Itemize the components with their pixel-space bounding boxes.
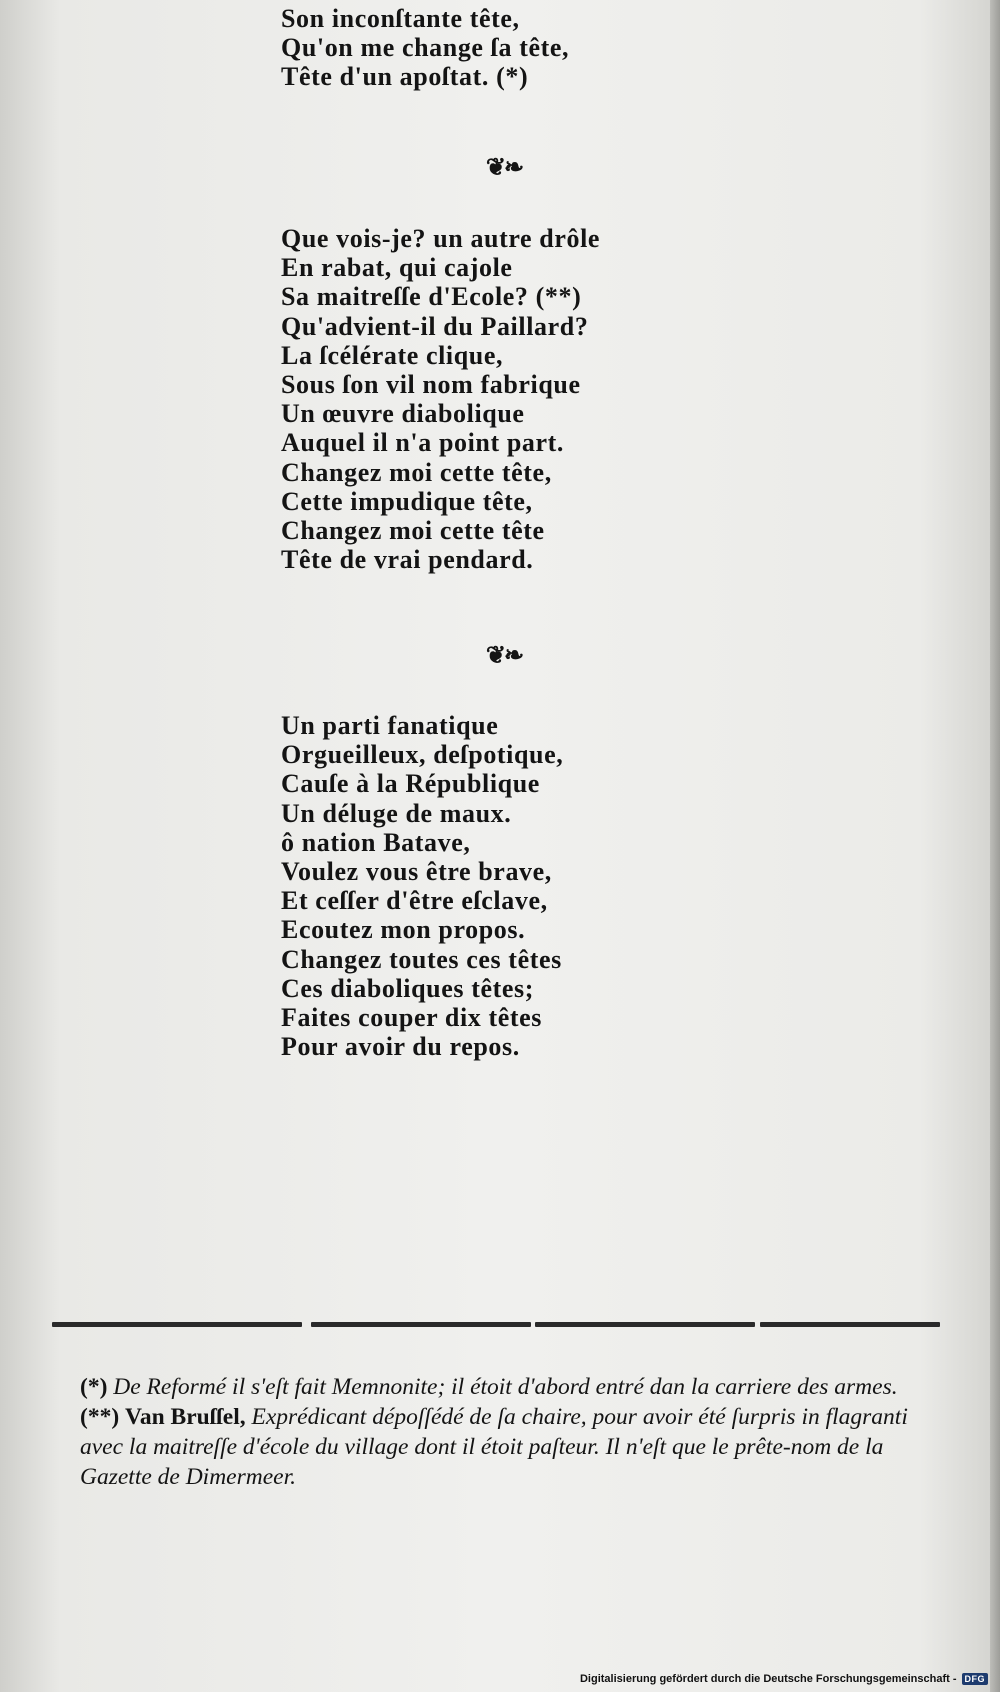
verse-line: Un parti fanatique: [281, 711, 499, 740]
footnote-rule: [52, 1322, 302, 1327]
verse-line: Cette impudique tête,: [281, 486, 533, 516]
verse-line: Changez toutes ces têtes: [281, 944, 562, 974]
verse-line: Changez moi cette tête: [281, 516, 545, 546]
footnote-text: De Reformé il s'eſt fait Memnonite; il étoit d'abord entré dan la carriere des armes.: [113, 1374, 898, 1400]
verse-line: Sa maitreſſe d'Ecole? (**): [281, 282, 582, 312]
floral-ornament-icon: ❦❧: [485, 155, 523, 181]
verse-line: Que vois-je? un autre drôle: [281, 224, 601, 253]
verse-line: Son inconſtante tête,: [281, 4, 520, 33]
verse-line: Auquel il n'a point part.: [281, 428, 565, 458]
verse-line: Changez moi cette tête,: [281, 457, 552, 487]
verse-line: Ecoutez mon propos.: [281, 915, 526, 945]
verse-line: Qu'on me change ſa tête,: [281, 33, 570, 63]
footnote-2: [50, 1402, 940, 1492]
verse-line: Orgueilleux, deſpotique,: [281, 740, 564, 770]
verse-line: Pour avoir du repos.: [281, 1032, 520, 1062]
digitization-credit: [580, 1670, 988, 1688]
floral-ornament-icon: ❦❧: [485, 643, 523, 669]
dfg-logo: DFG: [962, 1673, 989, 1685]
credit-text: Digitalisierung gefördert durch die Deutsche Forschungsgemeinschaft -: [579, 1673, 957, 1685]
verse-line: Tête d'un apoſtat. (*): [281, 62, 529, 92]
footnotes: [50, 1372, 940, 1492]
verse-line: Qu'advient-il du Paillard?: [281, 311, 589, 341]
verse-line: Voulez vous être brave,: [281, 857, 552, 887]
footnote-marker: (**): [80, 1404, 120, 1430]
footnote-marker: (*): [80, 1374, 108, 1400]
footnote-rule: [535, 1322, 755, 1327]
verse-line: En rabat, qui cajole: [281, 253, 513, 283]
page-edge: [990, 0, 1000, 1692]
verse-line: Sous ſon vil nom fabrique: [281, 370, 581, 400]
verse-line: Et ceſſer d'être eſclave,: [281, 886, 548, 916]
stanza-2: [281, 224, 600, 574]
footnote-person-name: Van Bruſſel,: [125, 1404, 246, 1430]
verse-line: Ces diaboliques têtes;: [281, 973, 534, 1003]
verse-line: Tête de vrai pendard.: [281, 545, 534, 575]
stanza-3: [281, 711, 563, 1061]
verse-line: Un œuvre diabolique: [281, 399, 525, 429]
footnote-rule: [311, 1322, 531, 1327]
footnote-1: [50, 1372, 940, 1402]
verse-line: Cauſe à la République: [281, 769, 540, 799]
verse-line: La ſcélérate clique,: [281, 340, 504, 370]
footnote-text: Exprédicant dépoſſédé de ſa chaire, pour avoir été ſurpris in flagranti avec la maitreſſe d'école du village dont il étoit paſteur. Il n'eſt que le prête-nom de la Gazette de Dimermeer.: [80, 1404, 908, 1490]
verse-line: ô nation Batave,: [281, 827, 471, 857]
footnote-rule: [760, 1322, 940, 1327]
verse-line: Un déluge de maux.: [281, 798, 512, 828]
stanza-1: [281, 4, 569, 92]
verse-line: Faites couper dix têtes: [281, 1003, 542, 1033]
